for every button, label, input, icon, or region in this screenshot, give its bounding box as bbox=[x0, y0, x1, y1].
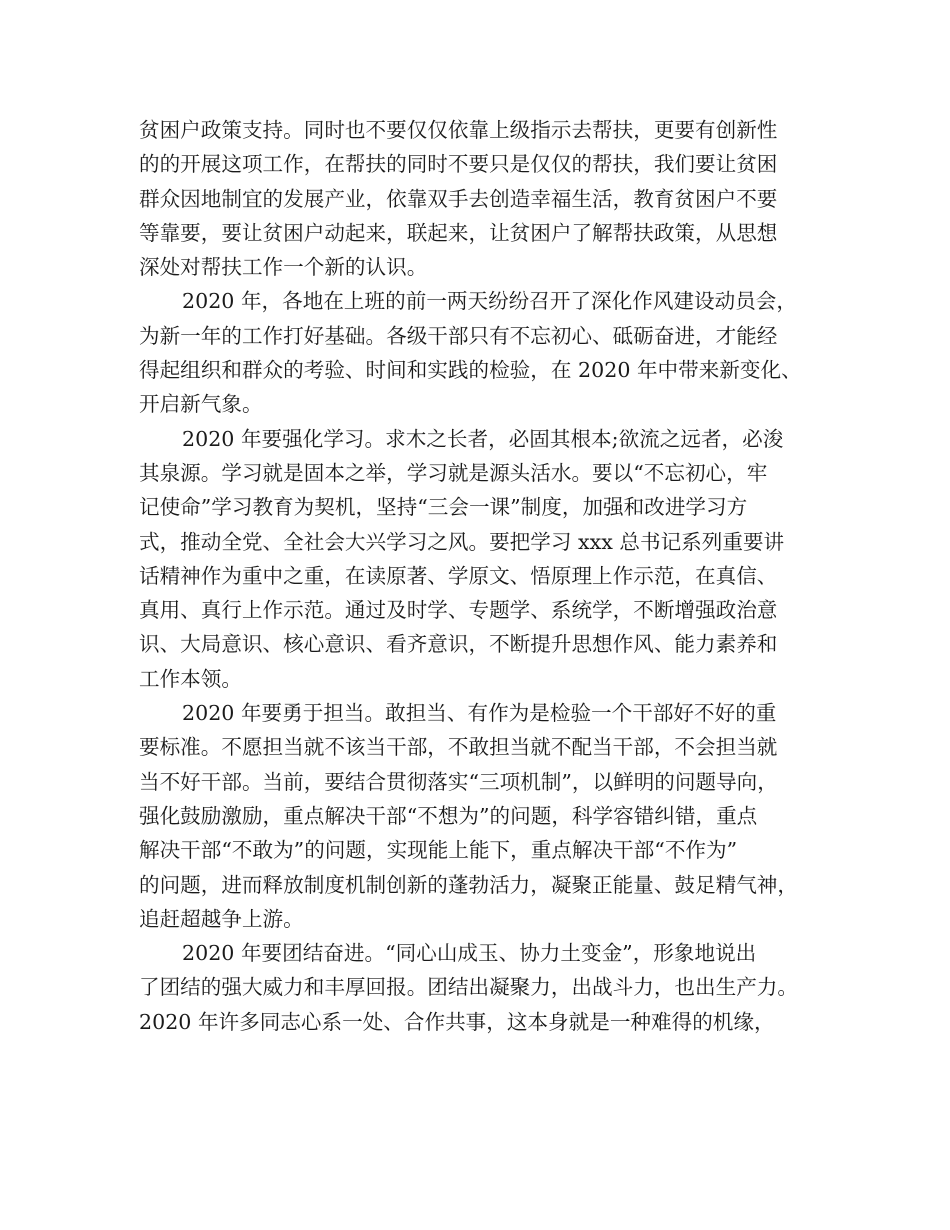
text-line: 记使命”学习教育为契机，坚持“三会一课”制度，加强和改进学习方 bbox=[139, 495, 748, 520]
text-line: 深处对帮扶工作一个新的认识。 bbox=[139, 255, 428, 280]
paragraph-3 bbox=[139, 422, 823, 696]
text-line: 真用、真行上作示范。通过及时学、专题学、系统学，不断增强政治意 bbox=[139, 598, 778, 623]
text-line-indented: 2020 年要团结奋进。“同心山成玉、协力土变金”，形象地说出 bbox=[182, 941, 757, 966]
paragraph-2 bbox=[139, 284, 823, 421]
text-line: 当不好干部。当前，要结合贯彻落实“三项机制”，以鲜明的问题导向， bbox=[139, 769, 778, 794]
text-line: 群众因地制宜的发展产业，依靠双手去创造幸福生活，教育贫困户不要 bbox=[139, 186, 778, 211]
text-line-indented: 2020 年，各地在上班的前一两天纷纷召开了深化作风建设动员会， bbox=[182, 289, 797, 314]
paragraph-4 bbox=[139, 696, 823, 936]
text-line-indented: 2020 年要勇于担当。敢担当、有作为是检验一个干部好不好的重 bbox=[182, 701, 777, 726]
paragraph-1 bbox=[139, 113, 823, 284]
text-line: 的的开展这项工作，在帮扶的同时不要只是仅仅的帮扶，我们要让贫困 bbox=[139, 152, 778, 177]
text-line: 式，推动全党、全社会大兴学习之风。要把学习 xxx 总书记系列重要讲 bbox=[139, 529, 785, 554]
text-line: 识、大局意识、核心意识、看齐意识，不断提升思想作风、能力素养和 bbox=[139, 632, 778, 657]
text-line: 其泉源。学习就是固本之举，学习就是源头活水。要以“不忘初心，牢 bbox=[139, 460, 768, 485]
text-line: 为新一年的工作打好基础。各级干部只有不忘初心、砥砺奋进，才能经 bbox=[139, 323, 778, 348]
text-line: 要标准。不愿担当就不该当干部，不敢担当就不配当干部，不会担当就 bbox=[139, 735, 778, 760]
text-line: 得起组织和群众的考验、时间和实践的检验，在 2020 年中带来新变化、 bbox=[139, 358, 802, 383]
text-line: 贫困户政策支持。同时也不要仅仅依靠上级指示去帮扶，更要有创新性 bbox=[139, 118, 778, 142]
text-line: 开启新气象。 bbox=[139, 392, 263, 417]
text-line: 工作本领。 bbox=[139, 666, 242, 691]
text-line: 解决干部“不敢为”的问题，实现能上能下，重点解决干部“不作为” bbox=[139, 838, 738, 863]
text-line-indented: 2020 年要强化学习。求木之长者，必固其根本;欲流之远者，必浚 bbox=[182, 426, 784, 451]
text-line: 追赶超越争上游。 bbox=[139, 906, 304, 931]
text-line: 了团结的强大威力和丰厚回报。团结出凝聚力，出战斗力，也出生产力。 bbox=[139, 975, 798, 1000]
text-line: 话精神作为重中之重，在读原著、学原文、悟原理上作示范，在真信、 bbox=[139, 563, 778, 588]
text-line: 强化鼓励激励，重点解决干部“不想为”的问题，科学容错纠错，重点 bbox=[139, 803, 758, 828]
text-line: 2020 年许多同志心系一处、合作共事，这本身就是一种难得的机缘， bbox=[139, 1009, 775, 1034]
text-line: 等靠要，要让贫困户动起来，联起来，让贫困户了解帮扶政策，从思想 bbox=[139, 220, 778, 245]
document-body bbox=[139, 113, 823, 1039]
paragraph-5 bbox=[139, 936, 823, 1039]
text-line: 的问题，进而释放制度机制创新的蓬勃活力，凝聚正能量、鼓足精气神， bbox=[139, 872, 798, 897]
